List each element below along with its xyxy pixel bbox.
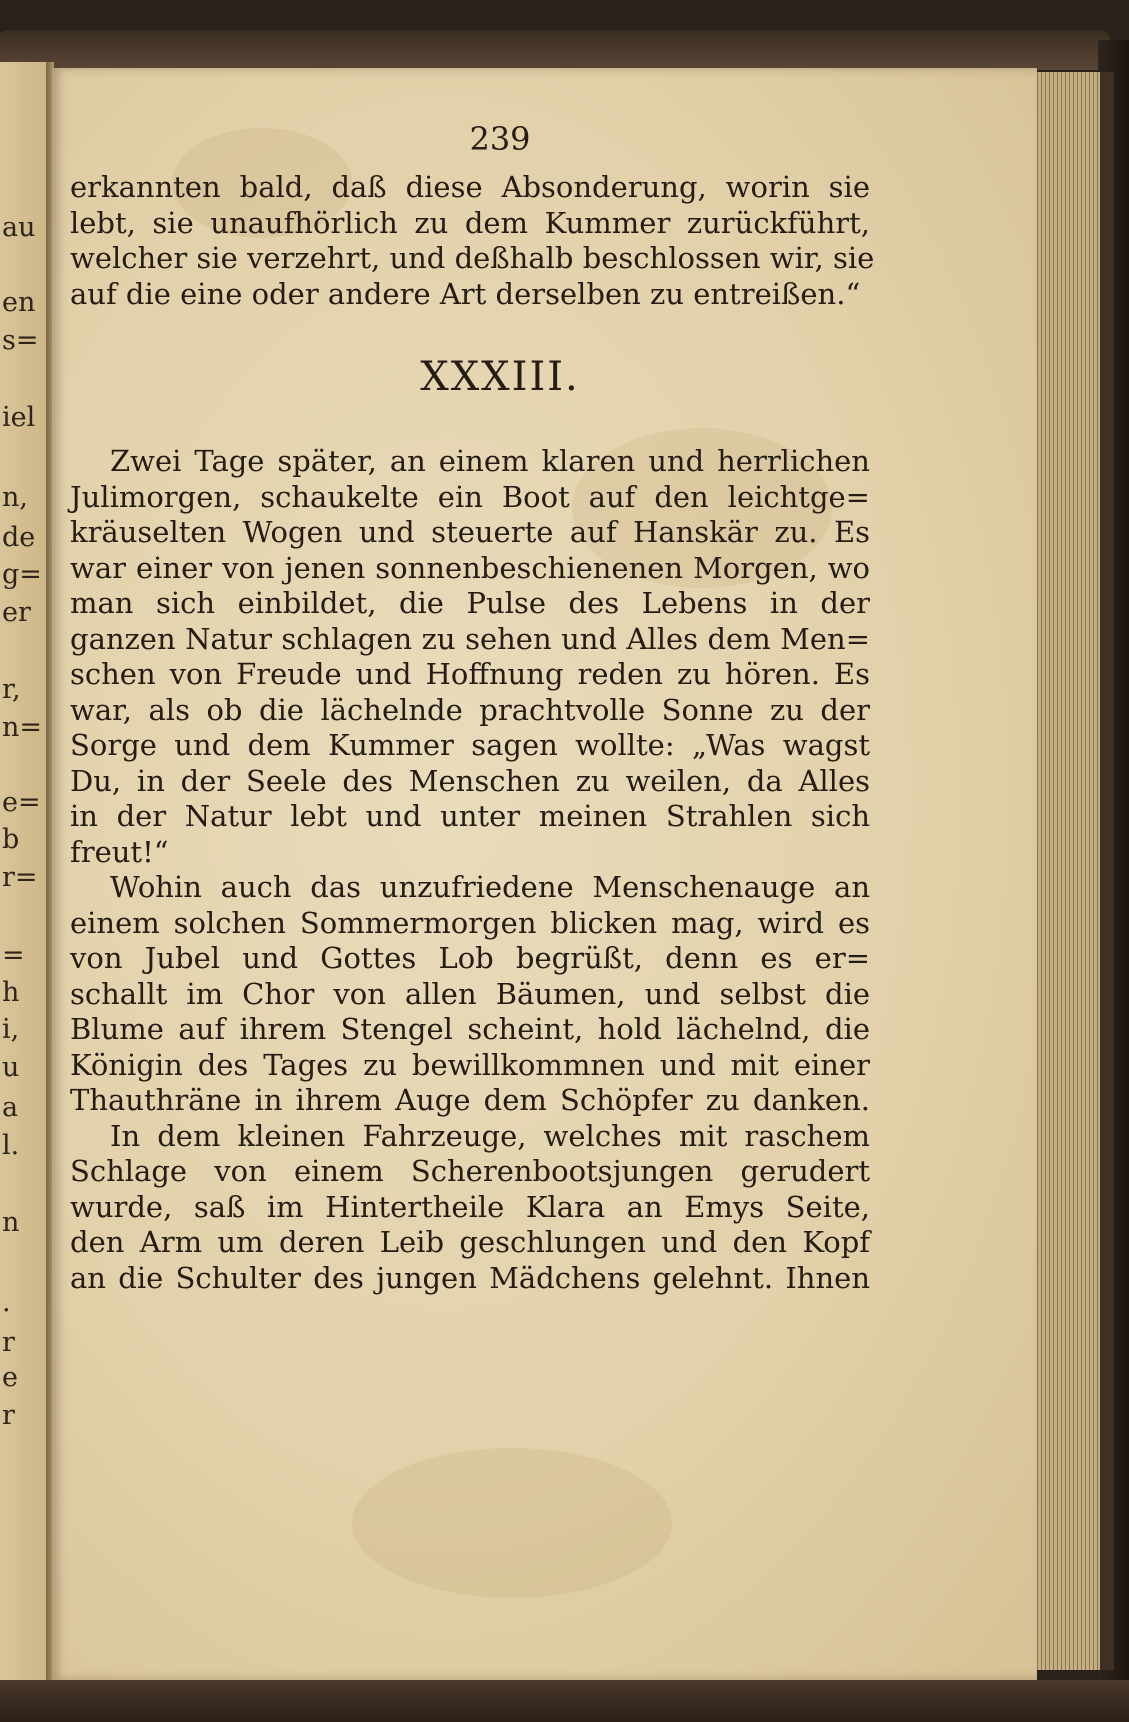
page-number: 239 [469,120,531,158]
text-line: wurde, saß im Hintertheile Klara an Emys Seite, [70,1189,870,1224]
left-page-fragment: r [2,1400,15,1431]
text-line: einem solchen Sommermorgen blicken mag, wird es [70,905,870,940]
left-page-fragment: r= [2,862,38,893]
book-cover-top [0,30,1110,70]
text-line: Sorge und dem Kummer sagen wollte: „Was wagst [70,728,870,762]
text-line: Blume auf ihrem Stengel scheint, hold lächelnd, die [70,1012,870,1046]
paper-stain [352,1448,672,1598]
left-page-fragment: a [2,1092,19,1123]
left-page-fragment: r [2,1327,15,1358]
text-line: Schlage von einem Scherenbootsjungen gerudert [70,1154,870,1188]
left-page-fragment: n, [2,482,28,513]
left-page-fragment: en [2,287,36,318]
left-page-fragment: iel [2,402,36,433]
paragraph [70,444,870,870]
text-line: welcher sie verzehrt, und deßhalb beschlossen wir, sie [70,241,875,275]
text-line: war, als ob die lächelnde prachtvolle Sonne zu der [70,692,870,727]
text-line: Du, in der Seele des Menschen zu weilen, da Alles [70,763,870,798]
text-line: Zwei Tage später, an einem klaren und herrlichen [110,444,870,478]
text-line: Julimorgen, schaukelte ein Boot auf den leichtge= [70,479,870,514]
left-page-fragment: e= [2,787,41,818]
left-page-fragment: n [2,1207,20,1238]
text-line: den Arm um deren Leib geschlungen und den Kopf [70,1225,870,1259]
page-edges [1030,72,1114,1670]
text-line: lebt, sie unaufhörlich zu dem Kummer zurückführt, [70,205,870,240]
text-line: auf die eine oder andere Art derselben zu entreißen.“ [70,276,861,311]
left-page-fragment: e [2,1362,18,1393]
paragraph [70,1119,870,1297]
page-text [70,120,875,1296]
left-page-fragment: r, [2,674,21,705]
paragraph [70,870,870,1119]
text-line: schallt im Chor von allen Bäumen, und selbst die [70,976,870,1011]
left-page-fragment: er [2,597,31,628]
left-page-fragment: s= [2,325,39,356]
text-line: war einer von jenen sonnenbeschienenen Morgen, wo [70,550,870,585]
left-page-fragment: n= [2,712,43,743]
left-page-fragment: i, [2,1014,20,1045]
left-page-fragment: g= [2,559,42,590]
text-line: Wohin auch das unzufriedene Menschenauge an [110,870,870,904]
text-line: In dem kleinen Fahrzeuge, welches mit raschem [110,1118,870,1153]
left-page-fragment: au [2,212,36,243]
left-page-fragment: . [2,1287,11,1318]
left-page-fragment: de [2,522,36,553]
text-line: in der Natur lebt und unter meinen Strahlen sich [70,799,870,833]
text-line: erkannten bald, daß diese Absonderung, worin sie [70,170,870,204]
left-page-fragment: u [2,1052,20,1083]
left-page-fragment: b [2,824,20,855]
text-line: man sich einbildet, die Pulse des Lebens in der [70,586,870,620]
text-line: schen von Freude und Hoffnung reden zu hören. Es [70,657,870,691]
text-line: freut!“ [70,834,169,869]
text-line: Thauthräne in ihrem Auge dem Schöpfer zu danken. [70,1083,870,1117]
left-page-edge [0,62,50,1682]
left-page-fragment: l. [2,1130,20,1161]
text-line: von Jubel und Gottes Lob begrüßt, denn es er= [70,941,870,975]
book-cover-bottom [0,1680,1129,1722]
text-line: an die Schulter des jungen Mädchens gelehnt. Ihnen [70,1260,870,1295]
chapter-heading: XXXIII. [420,354,580,400]
text-line: ganzen Natur schlagen zu sehen und Alles dem Men= [70,621,870,656]
left-page-fragment: = [2,940,25,971]
text-line: Königin des Tages zu bewillkommnen und mit einer [70,1047,870,1082]
left-page-fragment: h [2,977,20,1008]
paragraph-intro [70,170,875,312]
text-line: kräuselten Wogen und steuerte auf Hanskär zu. Es [70,515,870,549]
